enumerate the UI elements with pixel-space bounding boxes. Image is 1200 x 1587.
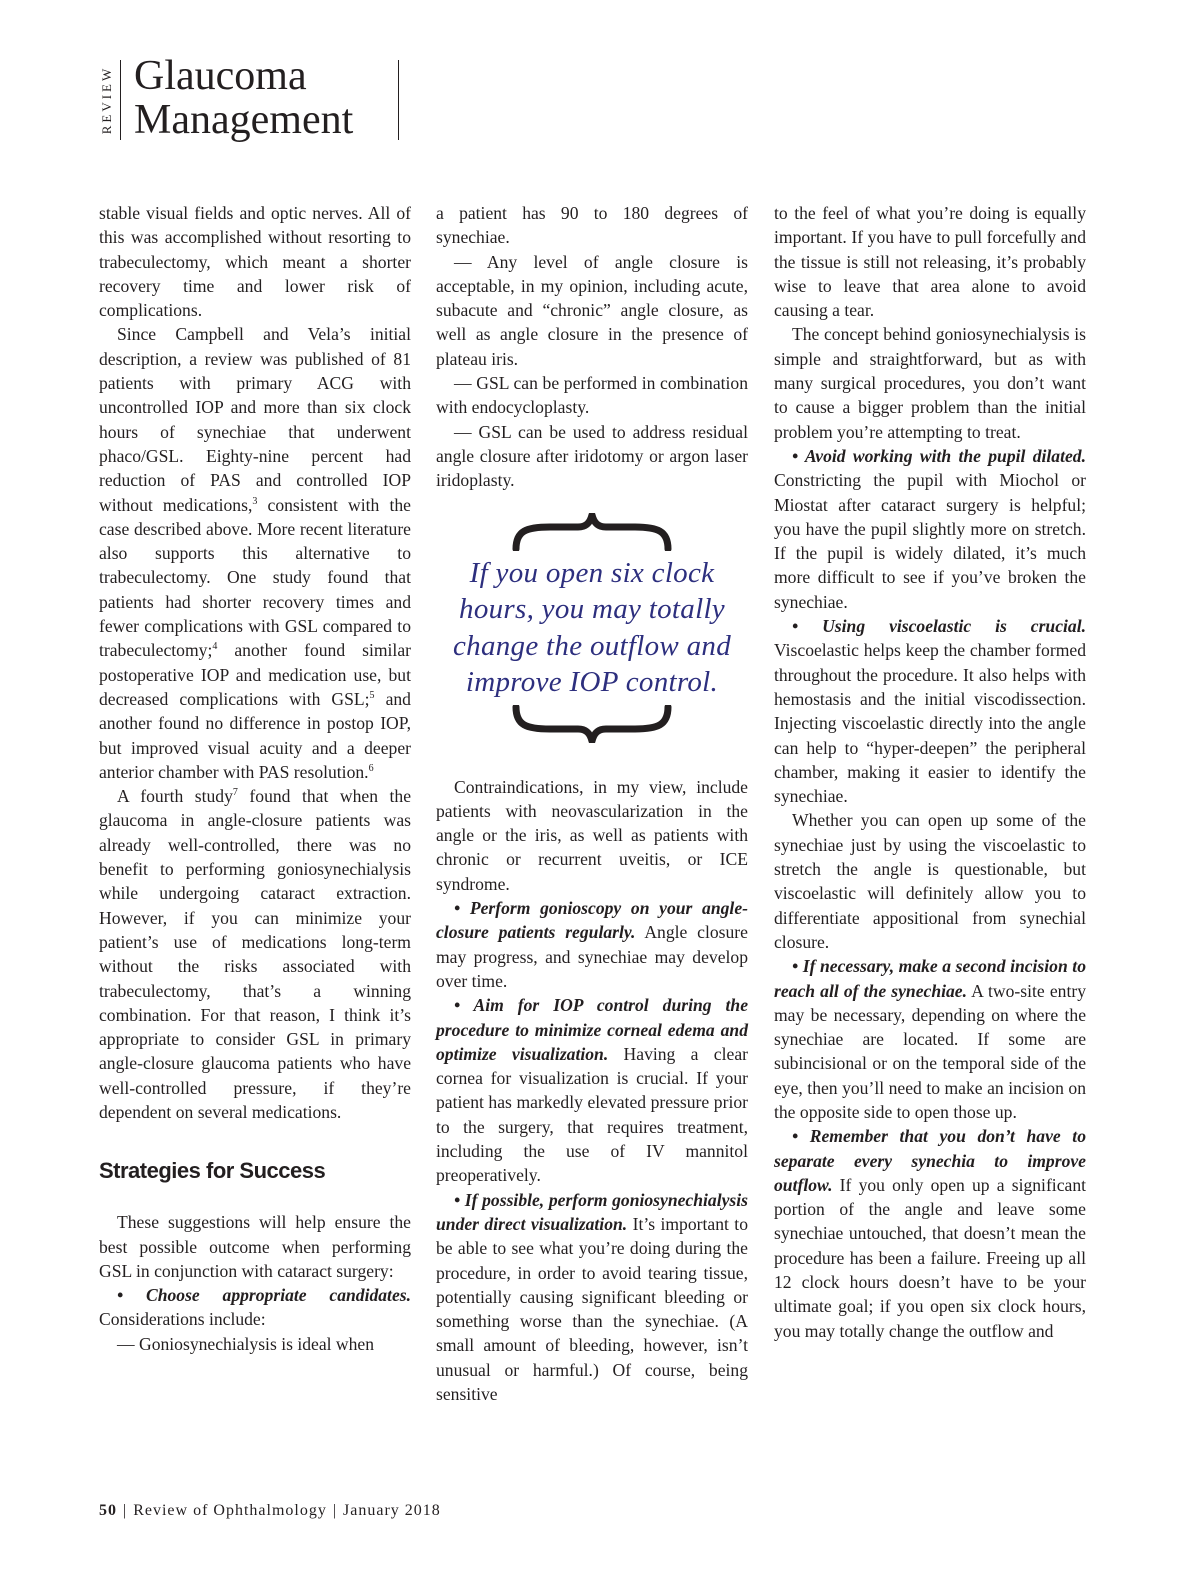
paragraph: Since Campbell and Vela’s initial description, a review was published of 81 patients with primary ACG with uncontrolled IOP and more than six clock hours of synechiae that underwent phaco/GSL. Eighty-nine percent had reduction of PAS and controlled IOP without medications,$^3$ consistent with the case described above. More recent literature also supports this alternative to trabeculectomy. One study found that patients had shorter recovery times and fewer complications with GSL compared to trabeculectomy;$^4$ another found similar postoperative IOP and medication use, but decreased complications with GSL;$^5$ and another found no difference in postop IOP, but improved visual acuity and a deeper anterior chamber with PAS resolution.$^6$ <box>99 324 411 782</box>
page-number: 50 <box>99 1502 117 1519</box>
section-title-line2: Management <box>134 97 354 143</box>
bullet-item: • Aim for IOP control during the procedure to minimize corneal edema and optimize visualization. Having a clear cornea for visualization is crucial. If your patient has markedly elevated pressure prior to the surgery, that requires treatment, including the use of IV mannitol preoperatively. <box>436 995 748 1186</box>
dash-item: — GSL can be used to address residual angle closure after iridotomy or argon laser iridoplasty. <box>436 421 748 491</box>
bullet-lead: • If possible, perform goniosynechialysis under direct visualization. <box>436 1189 748 1234</box>
section-title <box>134 54 353 142</box>
section-tab-label: REVIEW <box>99 65 114 135</box>
bullet-item: • If possible, perform goniosynechialysis under direct visualization. It’s important to be able to see what you’re doing during the procedure, in order to avoid tearing tissue, potentially causing significant bleeding or something worse than the synechiae. (A small amount of bleeding, however, isn’t unusual or harmful.) Of course, being sensitive <box>436 1189 748 1404</box>
paragraph: stable visual fields and optic nerves. All of this was accomplished without resorting to trabeculectomy, which meant a shorter recovery time and lower risk of complications. <box>99 203 411 321</box>
bullet-item: • Choose appropriate candidates. Considerations include: <box>99 1285 411 1330</box>
bullet-lead: • Perform gonioscopy on your angle-closure patients regularly. <box>436 898 748 943</box>
dash-item: — GSL can be performed in combination with endocycloplasty. <box>436 373 748 418</box>
article-column-1 <box>99 201 411 1356</box>
bullet-lead: • Remember that you don’t have to separate every synechia to improve outflow. <box>774 1126 1086 1195</box>
citation-ref: 6 <box>368 762 374 774</box>
paragraph: Whether you can open up some of the synechiae just by using the viscoelastic to stretch the angle is questionable, but viscoelastic will definitely allow you to differentiate appositional from synechial closure. <box>774 810 1086 952</box>
paragraph: These suggestions will help ensure the best possible outcome when performing GSL in conjunction with cataract surgery: <box>99 1212 411 1281</box>
brace-top-icon <box>512 513 672 551</box>
citation-ref: 4 <box>212 641 218 653</box>
paragraph: a patient has 90 to 180 degrees of synechiae. <box>436 203 748 248</box>
bullet-lead: • Aim for IOP control during the procedure to minimize corneal edema and optimize visualization. <box>436 995 748 1064</box>
paragraph: to the feel of what you’re doing is equally important. If you have to pull forcefully and the tissue is still not releasing, it’s probably wise to leave that area alone to avoid causing a tear. <box>774 203 1086 321</box>
paragraph: A fourth study$^7$ found that when the glaucoma in angle-closure patients was already well-controlled, there was no benefit to performing goniosynechialysis while undergoing cataract extraction. However, if you can minimize your patient’s use of medications long-term without the risks associated with trabeculectomy, that’s a winning combination. For that reason, I think it’s appropriate to consider GSL in primary angle-closure glaucoma patients who have well-controlled pressure, if they’re dependent on several medications. <box>99 786 412 1122</box>
dash-item: — Goniosynechialysis is ideal when <box>117 1333 375 1354</box>
bullet-item: • Perform gonioscopy on your angle-closure patients regularly. Angle closure may progress, and synechiae may develop over time. <box>436 898 748 991</box>
bullet-lead: • Avoid working with the pupil dilated. <box>792 445 1086 466</box>
bullet-item: • Avoid working with the pupil dilated. Constricting the pupil with Miochol or Miostat after cataract surgery is helpful; you have the pupil slightly more on stretch. If the pupil is widely dilated, it’s much more difficult to see if you’ve broken the synechiae. <box>774 445 1086 612</box>
bullet-lead: • Choose appropriate candidates. <box>117 1285 411 1306</box>
citation-ref: 5 <box>369 690 375 702</box>
bullet-lead: • If necessary, make a second incision to reach all of the synechiae. <box>774 956 1086 1001</box>
header-divider-left <box>120 60 121 140</box>
bullet-item: • Remember that you don’t have to separate every synechia to improve outflow. If you only open up a significant portion of the angle and leave some synechiae untouched, that doesn’t mean the procedure has been a failure. Freeing up all 12 clock hours doesn’t have to be your ultimate goal; if you open six clock hours, you may totally change the outflow and <box>774 1126 1086 1341</box>
section-tab <box>98 58 116 142</box>
citation-ref: 3 <box>252 495 258 507</box>
paragraph: The concept behind goniosynechialysis is simple and straightforward, but as with many surgical procedures, you don’t want to cause a bigger problem than the initial problem you’re attempting to treat. <box>774 324 1086 442</box>
issue-date: January 2018 <box>343 1502 441 1519</box>
bullet-lead: • Using viscoelastic is crucial. <box>792 616 1086 637</box>
footer-separator: | <box>123 1502 128 1519</box>
paragraph: Contraindications, in my view, include patients with neovascularization in the angle or the iris, as well as patients with chronic or recurrent uveitis, or ICE syndrome. <box>436 776 748 894</box>
publication-name: Review of Ophthalmology <box>133 1502 327 1519</box>
bullet-item: • If necessary, make a second incision to reach all of the synechiae. A two-site entry may be necessary, depending on where the synechiae are located. If some are subincisional or on the temporal side of the eye, then you’ll need to make an incision on the opposite side to open those up. <box>774 956 1086 1122</box>
header-divider-right <box>398 60 399 140</box>
subheading: Strategies for Success <box>99 1158 326 1184</box>
article-column-3 <box>774 201 1086 1343</box>
citation-ref: 7 <box>232 787 238 799</box>
footer-separator: | <box>332 1502 338 1519</box>
dash-item: — Any level of angle closure is acceptable, in my opinion, including acute, subacute and “chronic” angle closure, as well as angle closure in the presence of plateau iris. <box>436 251 748 369</box>
page-footer <box>99 1502 441 1520</box>
brace-bottom-icon <box>512 705 672 743</box>
bullet-item: • Using viscoelastic is crucial. Viscoelastic helps keep the chamber formed throughout the procedure. It also helps with hemostasis and the initial viscodissection. Injecting viscoelastic directly into the angle can help to “hyper-deepen” the peripheral chamber, making it easier to identify the synechiae. <box>774 616 1086 807</box>
pull-quote <box>436 513 748 743</box>
article-column-2 <box>436 201 748 1406</box>
pull-quote-text: If you open six clock hours, you may totally change the outflow and improve IOP control. <box>452 556 732 699</box>
section-title-line1: Glaucoma <box>134 53 307 99</box>
